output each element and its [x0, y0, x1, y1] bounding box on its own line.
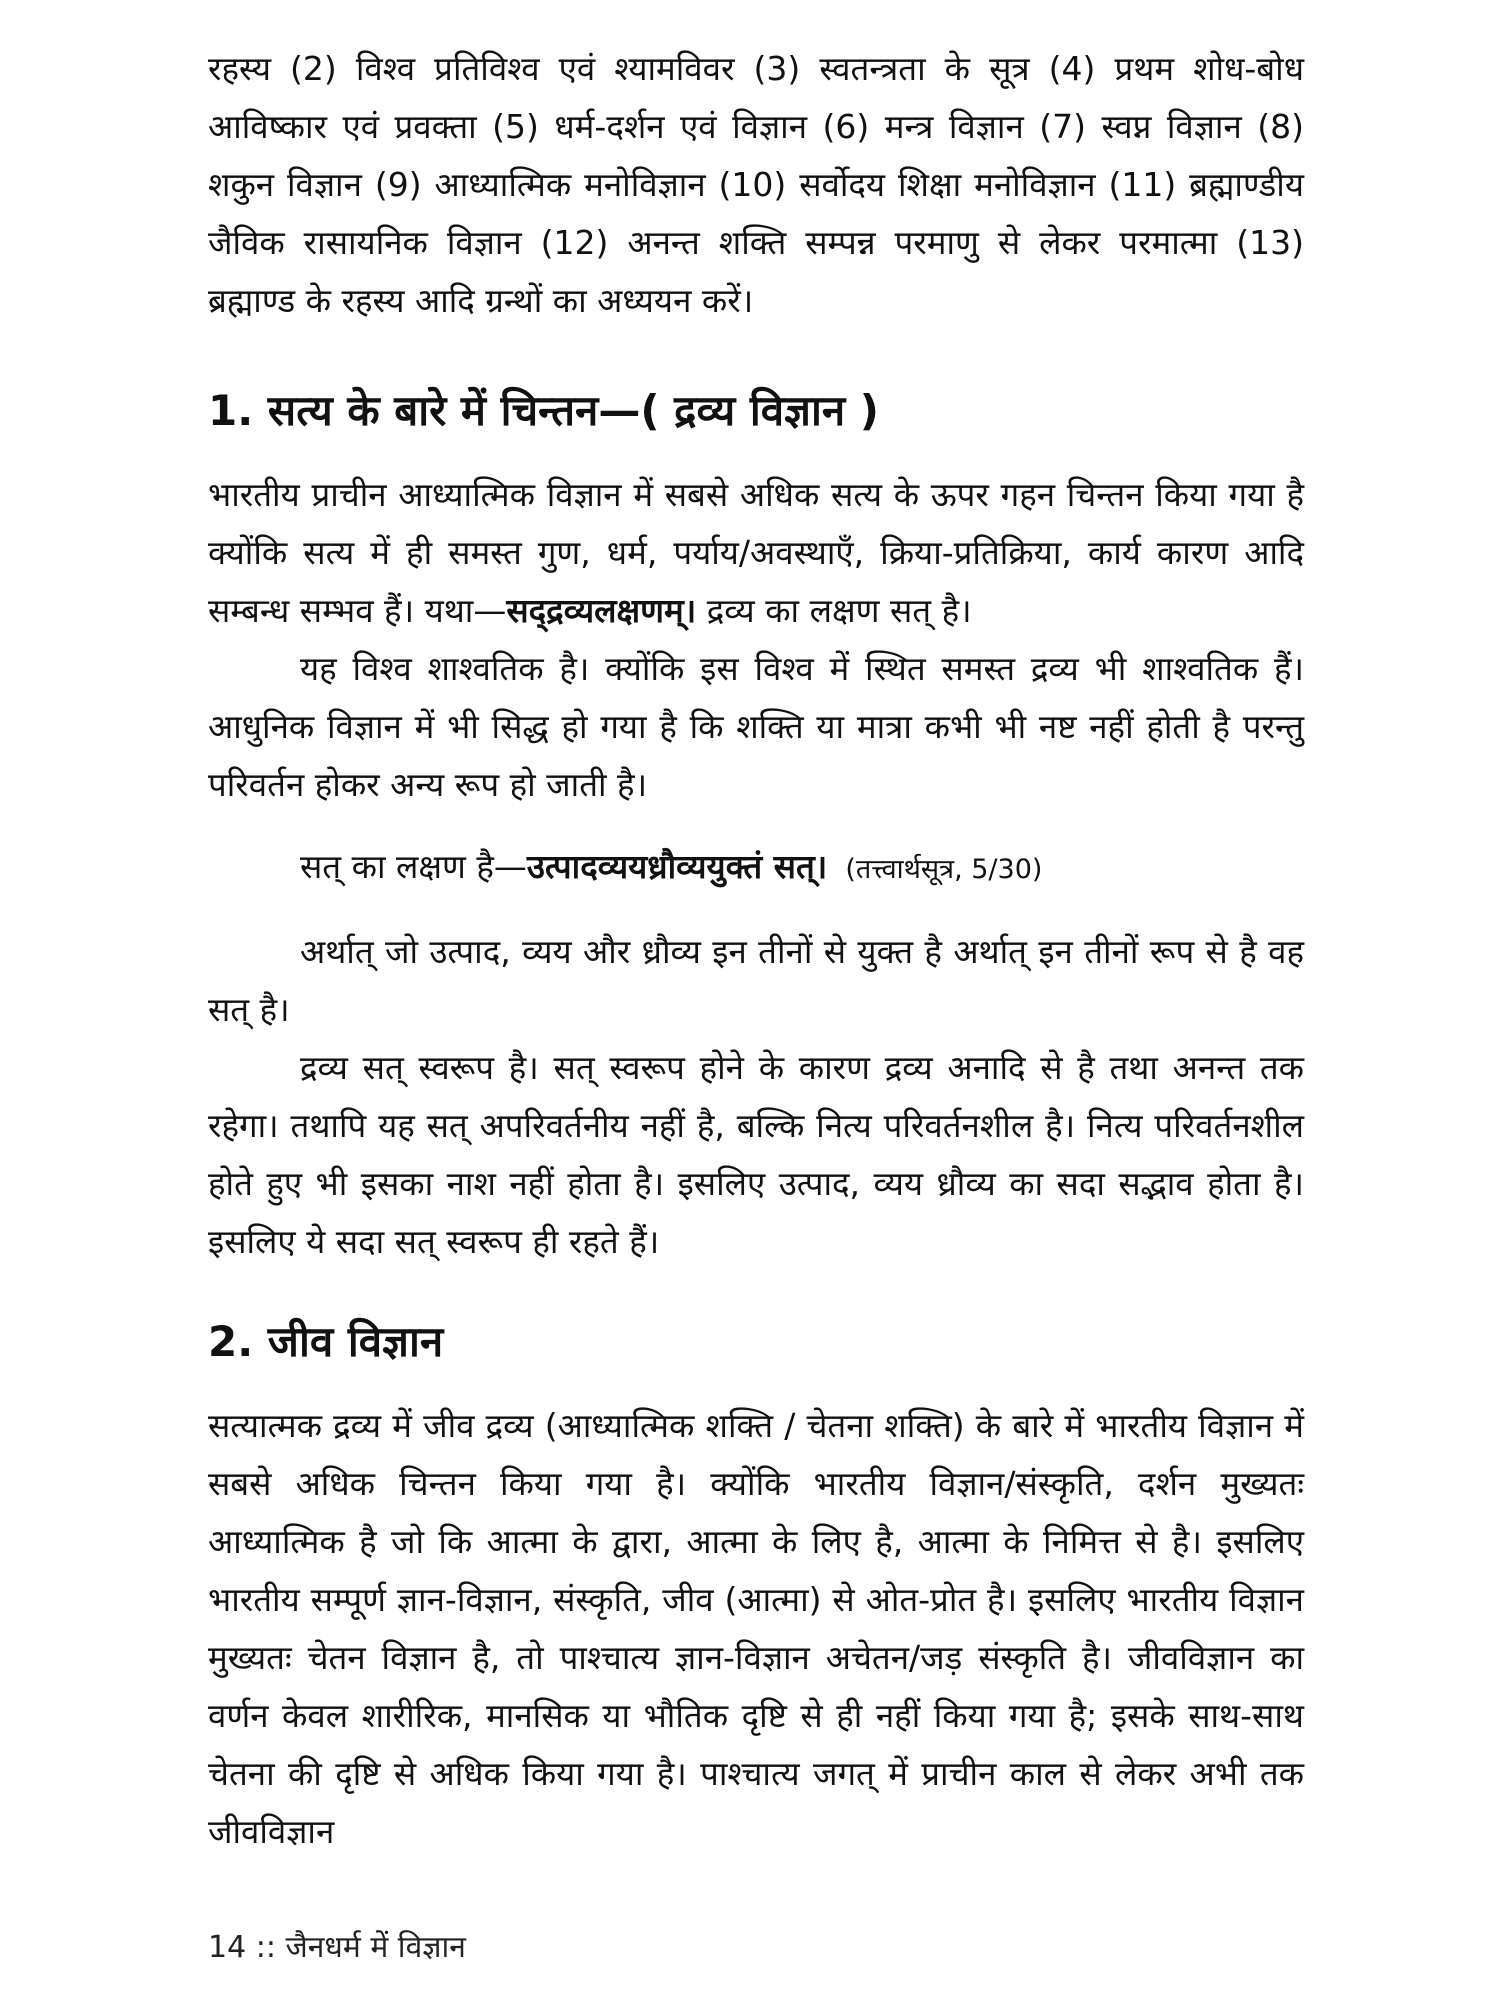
page-number: 14 — [208, 1930, 247, 1965]
intro-paragraph: रहस्य (2) विश्व प्रतिविश्व एवं श्यामविवर (3) स्वतन्त्रता के सूत्र (4) प्रथम शोध-बोध आविष्कार एवं प्रवक्ता (5) धर्म-दर्शन एवं विज्ञान (6) मन्त्र विज्ञान (7) स्वप्न विज्ञान (8) शकुन विज्ञान (9) आध्यात्मिक मनोविज्ञान (10) सर्वोदय शिक्षा मनोविज्ञान (11) ब्रह्माण्डीय जैविक रासायनिक विज्ञान (12) अनन्त शक्ति सम्पन्न परमाणु से लेकर परमात्मा (13) ब्रह्माण्ड के रहस्य आदि ग्रन्थों का अध्ययन करें। — [208, 49, 1304, 320]
section1-paragraph-1 — [208, 466, 1304, 640]
section2-paragraph-1: सत्यात्मक द्रव्य में जीव द्रव्य (आध्यात्मिक शक्ति / चेतना शक्ति) के बारे में भारतीय विज्ञान में सबसे अधिक चिन्तन किया गया है। क्योंकि भारतीय विज्ञान/संस्कृति, दर्शन मुख्यतः आध्यात्मिक है जो कि आत्मा के द्वारा, आत्मा के लिए है, आत्मा के निमित्त से है। इसलिए भारतीय सम्पूर्ण ज्ञान-विज्ञान, संस्कृति, जीव (आत्मा) से ओत-प्रोत है। इसलिए भारतीय विज्ञान मुख्यतः चेतन विज्ञान है, तो पाश्चात्य ज्ञान-विज्ञान अचेतन/जड़ संस्कृति है। जीवविज्ञान का वर्णन केवल शारीरिक, मानसिक या भौतिक दृष्टि से ही नहीं किया गया है; इसके साथ-साथ चेतना की दृष्टि से अधिक किया गया है। पाश्चात्य जगत् में प्राचीन काल से लेकर अभी तक जीवविज्ञान — [208, 1406, 1304, 1851]
section1-p1-text-after: द्रव्य का लक्षण सत् है। — [696, 591, 972, 630]
page-body — [208, 40, 1304, 1861]
quote-sutra: उत्पादव्ययध्रौव्ययुक्तं सत्। — [526, 847, 828, 886]
book-title: जैनधर्म में विज्ञान — [285, 1930, 466, 1965]
sutra-quote — [208, 838, 1304, 899]
section-heading-2: 2. जीव विज्ञान — [208, 1317, 444, 1366]
quote-citation: (तत्त्वार्थसूत्र, 5/30) — [845, 854, 1043, 885]
page-footer — [208, 1928, 466, 1968]
footer-separator: :: — [255, 1930, 276, 1965]
section-heading-1: 1. सत्य के बारे में चिन्तन—( द्रव्य विज्ञान ) — [208, 386, 879, 435]
section1-p1-bold-sutra: सद्द्रव्यलक्षणम्। — [506, 591, 697, 630]
section1-paragraph-2: यह विश्व शाश्वतिक है। क्योंकि इस विश्व में स्थित समस्त द्रव्य भी शाश्वतिक हैं। आधुनिक विज्ञान में भी सिद्ध हो गया है कि शक्ति या मात्रा कभी भी नष्ट नहीं होती है परन्तु परिवर्तन होकर अन्य रूप हो जाती है। — [208, 649, 1304, 804]
section1-p1-text-before: भारतीय प्राचीन आध्यात्मिक विज्ञान में सबसे अधिक सत्य के ऊपर गहन चिन्तन किया गया है क्योंकि सत्य में ही समस्त गुण, धर्म, पर्याय/अवस्थाएँ, क्रिया-प्रतिक्रिया, कार्य कारण आदि सम्बन्ध सम्भव हैं। यथा— — [208, 475, 1304, 630]
section1-paragraph-4: द्रव्य सत् स्वरूप है। सत् स्वरूप होने के कारण द्रव्य अनादि से है तथा अनन्त तक रहेगा। तथापि यह सत् अपरिवर्तनीय नहीं है, बल्कि नित्य परिवर्तनशील है। नित्य परिवर्तनशील होते हुए भी इसका नाश नहीं होता है। इसलिए उत्पाद, व्यय ध्रौव्य का सदा सद्भाव होता है। इसलिए ये सदा सत् स्वरूप ही रहते हैं। — [208, 1048, 1304, 1261]
section1-paragraph-3: अर्थात् जो उत्पाद, व्यय और ध्रौव्य इन तीनों से युक्त है अर्थात् इन तीनों रूप से है वह सत् है। — [208, 932, 1304, 1029]
quote-lead: सत् का लक्षण है— — [300, 847, 527, 886]
